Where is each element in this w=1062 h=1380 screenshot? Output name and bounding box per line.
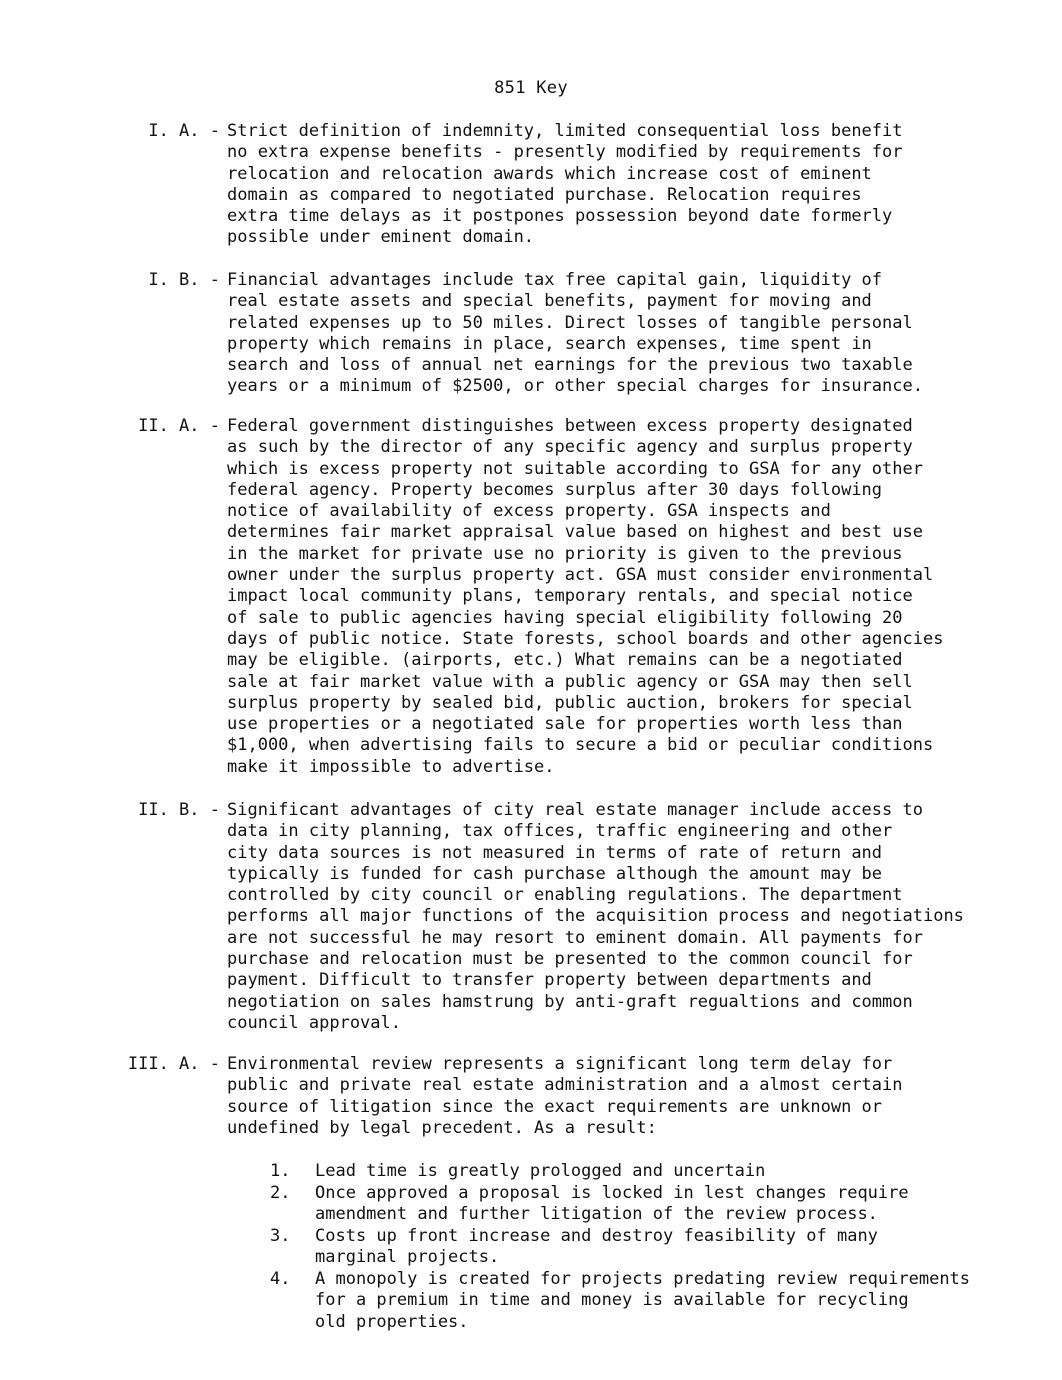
text-line: council approval. — [227, 1012, 401, 1033]
text-line: $1,000, when advertising fails to secure a bid or peculiar conditions — [227, 735, 934, 756]
text-line: possible under eminent domain. — [227, 227, 535, 248]
text-line: notice of availability of excess property. GSA inspects and — [227, 501, 831, 522]
text-line: Once approved a proposal is locked in lest changes require — [315, 1182, 909, 1203]
text-line: property which remains in place, search expenses, time spent in — [227, 333, 872, 354]
text-line: public and private real estate administration and a almost certain — [227, 1075, 903, 1096]
text-line: old properties. — [315, 1311, 469, 1332]
section-label: I. A. - — [148, 121, 220, 141]
text-line: make it impossible to advertise. — [227, 756, 555, 777]
section-body — [227, 270, 1037, 398]
text-line: relocation and relocation awards which increase cost of eminent — [227, 163, 872, 184]
text-line: determines fair market appraisal value based on highest and best use — [227, 522, 923, 543]
text-line: Financial advantages include tax free capital gain, liquidity of — [227, 270, 883, 290]
list-number: 2. — [270, 1182, 291, 1203]
text-line: use properties or a negotiated sale for properties worth less than — [227, 714, 903, 735]
text-line: real estate assets and special benefits, payment for moving and — [227, 291, 872, 312]
text-line: negotiation on sales hamstrung by anti-graft regualtions and common — [227, 991, 913, 1012]
text-line: surplus property by sealed bid, public auction, brokers for special — [227, 692, 913, 713]
text-line: are not successful he may resort to eminent domain. All payments for — [227, 927, 923, 948]
text-line: city data sources is not measured in terms of rate of return and — [227, 842, 883, 863]
text-line: payment. Difficult to transfer property between departments and — [227, 970, 872, 991]
list-number: 1. — [270, 1161, 291, 1181]
text-line: sale at fair market value with a public agency or GSA may then sell — [227, 671, 913, 692]
section-body — [227, 121, 1037, 249]
text-line: impact local community plans, temporary rentals, and special notice — [227, 586, 913, 607]
section-label: III. A. - — [127, 1054, 220, 1074]
text-line: controlled by city council or enabling regulations. The department — [227, 885, 903, 906]
text-line: of sale to public agencies having special eligibility following 20 — [227, 607, 903, 628]
text-line: amendment and further litigation of the review process. — [315, 1204, 878, 1224]
text-line: performs all major functions of the acquisition process and negotiations — [227, 906, 964, 927]
list-number: 3. — [270, 1225, 291, 1246]
text-line: years or a minimum of $2500, or other special charges for insurance. — [227, 376, 923, 397]
section-body — [227, 800, 1037, 1034]
text-line: owner under the surplus property act. GSA must consider environmental — [227, 565, 934, 586]
list-item — [270, 1269, 1050, 1334]
text-line: no extra expense benefits - presently modified by requirements for — [227, 142, 903, 163]
list-number: 4. — [270, 1268, 291, 1289]
text-line: typically is funded for cash purchase although the amount may be — [227, 863, 883, 884]
section-label: I. B. - — [148, 270, 220, 290]
list-item — [270, 1161, 1050, 1183]
text-line: data in city planning, tax offices, traffic engineering and other — [227, 821, 893, 842]
text-line: Significant advantages of city real estate manager include access to — [227, 800, 923, 820]
list-item — [270, 1183, 1050, 1226]
text-line: undefined by legal precedent. As a result: — [227, 1117, 657, 1138]
text-line: federal agency. Property becomes surplus after 30 days following — [227, 479, 883, 500]
section-body — [227, 416, 1037, 778]
text-line: which is excess property not suitable according to GSA for any other — [227, 458, 923, 479]
text-line: Costs up front increase and destroy feasibility of many — [315, 1225, 878, 1246]
text-line: for a premium in time and money is available for recycling — [315, 1290, 909, 1310]
text-line: may be eligible. (airports, etc.) What remains can be a negotiated — [227, 650, 903, 671]
text-line: days of public notice. State forests, school boards and other agencies — [227, 628, 944, 649]
section-body — [227, 1054, 1037, 1139]
text-line: A monopoly is created for projects predating review requirements — [315, 1268, 971, 1289]
text-line: search and loss of annual net earnings for the previous two taxable — [227, 355, 913, 376]
text-line: purchase and relocation must be presented to the common council for — [227, 949, 913, 970]
result-list — [270, 1161, 1050, 1333]
text-line: as such by the director of any specific agency and surplus property — [227, 437, 913, 458]
text-line: marginal projects. — [315, 1247, 500, 1267]
list-item — [270, 1226, 1050, 1269]
text-line: extra time delays as it postpones possession beyond date formerly — [227, 206, 893, 227]
section-label: II. A. - — [138, 416, 220, 436]
section-label: II. B. - — [138, 800, 220, 820]
text-line: source of litigation since the exact requirements are unknown or — [227, 1096, 883, 1117]
text-line: Federal government distinguishes between excess property designated — [227, 416, 913, 436]
text-line: Strict definition of indemnity, limited consequential loss benefit — [227, 121, 903, 141]
text-line: in the market for private use no priority is given to the previous — [227, 543, 903, 564]
page-title: 851 Key — [494, 78, 568, 98]
text-line: Lead time is greatly prologged and uncertain — [315, 1161, 766, 1181]
text-line: domain as compared to negotiated purchase. Relocation requires — [227, 184, 862, 205]
text-line: related expenses up to 50 miles. Direct losses of tangible personal — [227, 312, 913, 333]
text-line: Environmental review represents a significant long term delay for — [227, 1054, 893, 1074]
